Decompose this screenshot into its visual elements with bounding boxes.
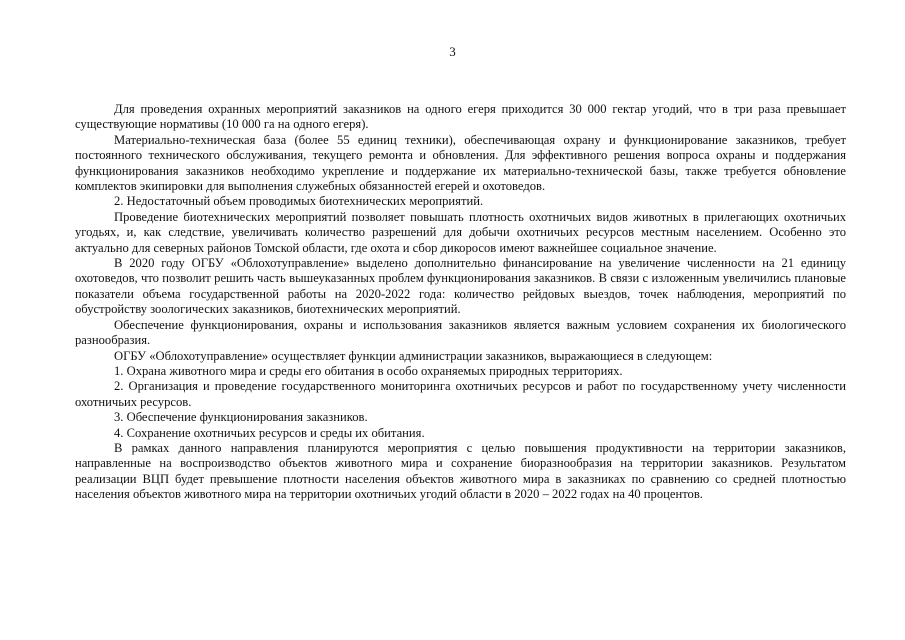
list-item: 3. Обеспечение функционирования заказников. — [114, 410, 368, 425]
paragraph: В рамках данного направления планируются мероприятия с целью повышения продуктивности на территории заказников, направленные на воспроизводство объектов животного мира и сохранение биоразнообразия на территории заказников. Результатом реализации ВЦП будет превышение плотности населения объектов животного мира в заказниках по сравнению со средней плотностью населения объектов животного мира на территории охотничьих угодий области в 2020 – 2022 годах на 40 процентов. — [75, 440, 846, 502]
list-item: 4. Сохранение охотничьих ресурсов и среды их обитания. — [114, 425, 425, 440]
paragraph: ОГБУ «Облохотуправление» осуществляет функции администрации заказников, выражающиеся в следующем: — [114, 348, 713, 363]
paragraph: Для проведения охранных мероприятий заказников на одного егеря приходится 30 000 гектар угодий, что в три раза превышает существующие нормативы (10 000 га на одного егеря). — [75, 102, 846, 132]
list-item: 2. Организация и проведение государственного мониторинга охотничьих ресурсов и работ по государственному учету численности охотничьих ресурсов. — [75, 379, 846, 409]
document-body — [75, 102, 846, 503]
list-item: 1. Охрана животного мира и среды его обитания в особо охраняемых природных территориях. — [114, 363, 623, 378]
page-number: 3 — [449, 44, 456, 59]
paragraph: В 2020 году ОГБУ «Облохотуправление» выделено дополнительно финансирование на увеличение численности на 21 единицу охотоведов, что позволит решить часть вышеуказанных проблем функционирования заказников. В связи с изложенным увеличились плановые показатели объема государственной работы на 2020-2022 года: количество рейдовых выездов, точек наблюдения, мероприятий по обустройству зоологических заказников, биотехнических мероприятий. — [75, 256, 846, 317]
paragraph: Проведение биотехнических мероприятий позволяет повышать плотность охотничьих видов животных в прилегающих охотничьих угодьях, и, как следствие, увеличивать количество разрешений для добычи охотничьих ресурсов местным населением. Особенно это актуально для северных районов Томской области, где охота и сбор дикоросов имеют важнейшее социальное значение. — [75, 209, 846, 255]
paragraph: Материально-техническая база (более 55 единиц техники), обеспечивающая охрану и функционирование заказников, требует постоянного технического обслуживания, текущего ремонта и обновления. Для эффективного решения вопроса охраны и поддержания функционирования заказников необходимо укрепление и поддержание их материально-технической базы, также требуется обновление комплектов экипировки для выполнения служебных обязанностей егерей и охотоведов. — [75, 132, 846, 194]
list-item: 2. Недостаточный объем проводимых биотехнических мероприятий. — [114, 194, 484, 209]
paragraph: Обеспечение функционирования, охраны и использования заказников является важным условием сохранения их биологического разнообразия. — [75, 317, 846, 348]
